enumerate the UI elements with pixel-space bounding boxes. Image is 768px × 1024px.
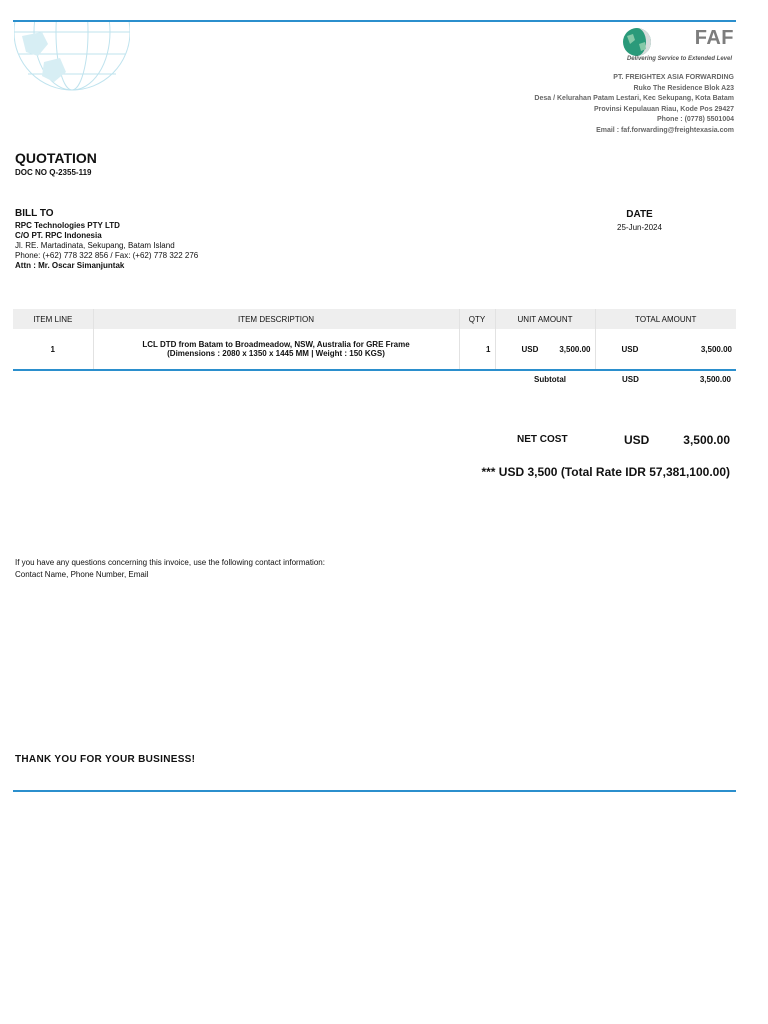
table-header-row — [13, 309, 736, 329]
date-block — [612, 209, 667, 232]
bill-to-label: BILL TO — [15, 208, 54, 219]
globe-logo-icon — [622, 27, 652, 57]
header-item-description: ITEM DESCRIPTION — [93, 309, 459, 329]
items-table — [13, 309, 736, 371]
company-email: Email : faf.forwarding@freightexasia.com — [596, 126, 734, 134]
table-row — [13, 329, 736, 370]
total-amount-value: 3,500.00 — [700, 344, 732, 354]
document-title: QUOTATION — [15, 150, 97, 166]
bill-to-attn: Attn : Mr. Oscar Simanjuntak — [15, 261, 125, 270]
date-value: 25-Jun-2024 — [617, 223, 662, 232]
total-rate-summary: *** USD 3,500 (Total Rate IDR 57,381,100.00) — [481, 465, 730, 479]
item-description-line: LCL DTD from Batam to Broadmeadow, NSW, Australia for GRE Frame — [142, 340, 410, 349]
date-label: DATE — [626, 209, 653, 220]
total-amount-cell — [595, 329, 736, 370]
contact-info — [15, 557, 325, 581]
header-item-line: ITEM LINE — [13, 309, 93, 329]
unit-amount-value: 3,500.00 — [559, 344, 591, 354]
logo-text: FAF — [694, 27, 734, 49]
bill-to-care-of: C/O PT. RPC Indonesia — [15, 231, 102, 240]
bill-to-block — [15, 209, 198, 271]
net-cost-label: NET COST — [517, 434, 568, 445]
subtotal-currency: USD — [622, 375, 639, 384]
header-unit-amount: UNIT AMOUNT — [495, 309, 595, 329]
company-name: PT. FREIGHTEX ASIA FORWARDING — [613, 74, 734, 81]
item-description-cell — [93, 329, 459, 370]
header-qty: QTY — [459, 309, 495, 329]
bill-to-phone: Phone: (+62) 778 322 856 / Fax: (+62) 778 322 276 — [15, 251, 199, 260]
bill-to-company: RPC Technologies PTY LTD — [15, 221, 120, 230]
unit-amount-cell — [495, 329, 595, 370]
company-address-line: Ruko The Residence Blok A23 — [633, 84, 734, 92]
subtotal-label: Subtotal — [534, 375, 566, 384]
bottom-divider — [13, 790, 736, 792]
contact-instruction: If you have any questions concerning this invoice, use the following contact information: — [15, 558, 325, 567]
contact-details: Contact Name, Phone Number, Email — [15, 570, 149, 579]
total-currency: USD — [621, 344, 639, 354]
unit-currency: USD — [521, 344, 539, 354]
company-address-line: Provinsi Kepulauan Riau, Kode Pos 29427 — [593, 105, 734, 113]
globe-watermark-icon — [14, 22, 130, 92]
company-tagline: Delivering Service to Extended Level — [626, 56, 732, 62]
bill-to-address: Jl. RE. Martadinata, Sekupang, Batam Island — [15, 241, 175, 250]
item-line-cell: 1 — [13, 329, 93, 370]
thank-you-message: THANK YOU FOR YOUR BUSINESS! — [15, 754, 196, 765]
subtotal-amount: 3,500.00 — [699, 375, 731, 384]
net-cost-currency: USD — [624, 433, 650, 447]
qty-cell: 1 — [459, 329, 495, 370]
net-cost-amount: 3,500.00 — [683, 433, 730, 447]
item-dimensions-line: (Dimensions : 2080 x 1350 x 1445 MM | Weight : 150 KGS) — [167, 349, 385, 358]
header-total-amount: TOTAL AMOUNT — [595, 309, 736, 329]
company-address-line: Desa / Kelurahan Patam Lestari, Kec Sekupang, Kota Batam — [534, 95, 734, 102]
company-address-block — [534, 73, 734, 136]
document-number: DOC NO Q-2355-119 — [15, 168, 92, 177]
company-phone: Phone : (0778) 5501004 — [656, 116, 734, 123]
